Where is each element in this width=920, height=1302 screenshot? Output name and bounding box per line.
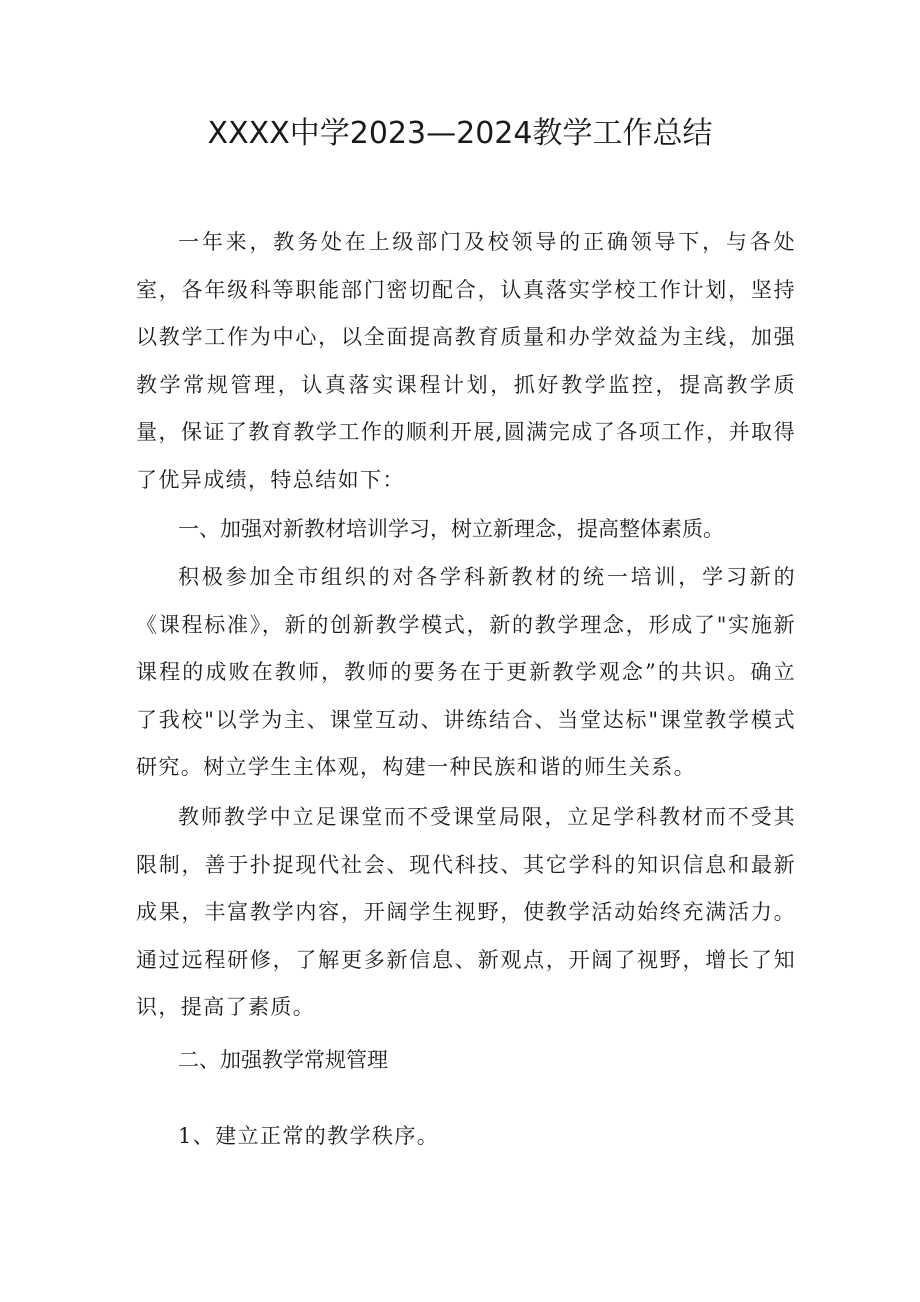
- document-title: XXXX中学2023—2024教学工作总结: [207, 116, 713, 151]
- intro-paragraph: 一年来，教务处在上级部门及校领导的正确领导下，与各处室，各年级科等职能部门密切配合，认真落实学校工作计划，坚持以教学工作为中心，以全面提高教育质量和办学效益为主线，加强教学常规管理，认真落实课程计划，抓好教学监控，提高教学质量，保证了教育教学工作的顺利开展,圆满完成了各项工作，并取得了优异成绩，特总结如下：: [136, 230, 796, 492]
- section-1-heading: 一、加强对新教材培训学习，树立新理念，提高整体素质。: [178, 517, 724, 541]
- section-2-item-1-block: [136, 1113, 796, 1161]
- section-2-item-1: 1、建立正常的教学秩序。: [178, 1124, 440, 1148]
- section-1-paragraph-2-block: [136, 794, 796, 1032]
- section-1-paragraph-2: 教师教学中立足课堂而不受课堂局限，立足学科教材而不受其限制，善于扑捉现代社会、现代科技、其它学科的知识信息和最新成果，丰富教学内容，开阔学生视野，使教学活动始终充满活力。通过远程研修，了解更多新信息、新观点，开阔了视野，增长了知识，提高了素质。: [136, 805, 796, 1020]
- section-1-paragraph-1: 积极参加全市组织的对各学科新教材的统一培训，学习新的《课程标准》，新的创新教学模式，新的教学理念，形成了"实施新课程的成败在教师，教师的要务在于更新教学观念”的共识。确立了我校"以学为主、课堂互动、讲练结合、当堂达标"课堂教学模式研究。树立学生主体观，构建一种民族和谐的师生关系。: [136, 565, 796, 780]
- section-2-heading: 二、加强教学常规管理: [178, 1048, 388, 1072]
- section-1-paragraph-1-block: [136, 554, 796, 792]
- intro-paragraph-block: [136, 219, 796, 505]
